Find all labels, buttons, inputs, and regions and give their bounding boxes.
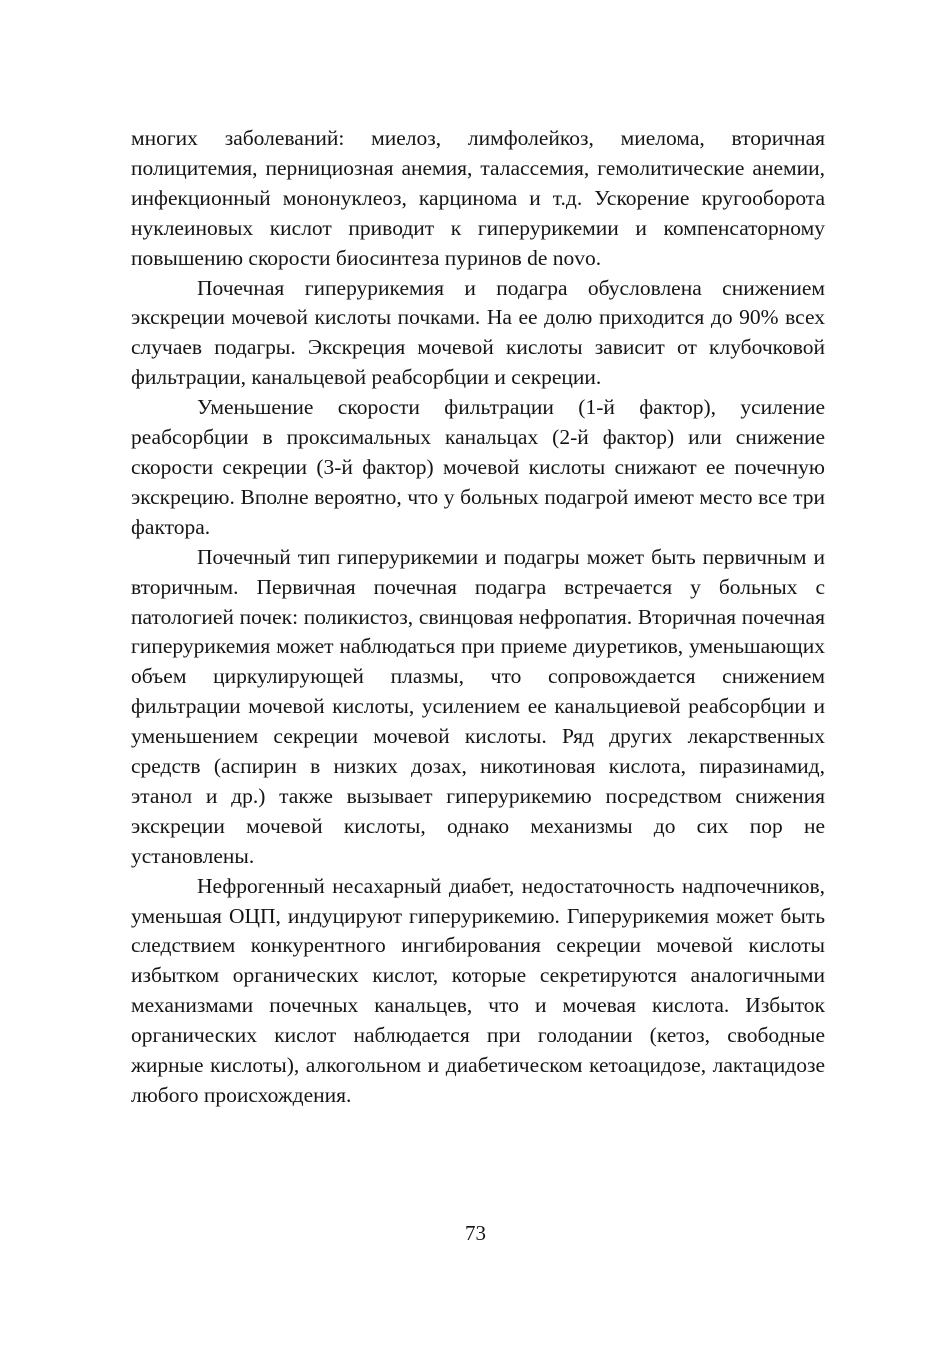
page-number: 73 — [465, 1221, 486, 1245]
paragraph-2: Почечная гиперурикемия и подагра обусловлена снижением экскреции мочевой кислоты почками. На ее долю приходится до 90% всех случаев подагры. Экскреция мочевой кислоты зависит от клубочковой фильтрации, канальцевой реабсорбции и секреции. — [131, 275, 825, 390]
paragraph-5: Нефрогенный несахарный диабет, недостаточность надпочечников, уменьшая ОЦП, индуцируют гиперурикемию. Гиперурикемия может быть следствием конкурентного ингибирования секреции мочевой кислоты избытком органических кислот, которые секретируются аналогичными механизмами почечных канальцев, что и мочевая кислота. Избыток органических кислот наблюдается при голодании (кетоз, свободные жирные кислоты), алкогольном и диабетическом кетоацидозе, лактацидозе любого происхождения. — [131, 873, 825, 1107]
paragraph-3: Уменьшение скорости фильтрации (1-й фактор), усиление реабсорбции в проксимальных канальцах (2-й фактор) или снижение скорости секреции (3-й фактор) мочевой кислоты снижают ее почечную экскрецию. Вполне вероятно, что у больных подагрой имеют место все три фактора. — [131, 395, 825, 539]
document-body — [131, 124, 825, 1111]
paragraph-4: Почечный тип гиперурикемии и подагры может быть первичным и вторичным. Первичная почечная подагра встречается у больных с патологией почек: поликистоз, свинцовая нефропатия. Вторичная почечная гиперурикемия может наблюдаться при приеме диуретиков, уменьшающих объем циркулирующей плазмы, что сопровождается снижением фильтрации мочевой кислоты, усилением ее канальциевой реабсорбции и уменьшением секреции мочевой кислоты. Ряд других лекарственных средств (аспирин в низких дозах, никотиновая кислота, пиразинамид, этанол и др.) также вызывает гиперурикемию посредством снижения экскреции мочевой кислоты, однако механизмы до сих пор не установлены. — [131, 544, 825, 868]
paragraph-1: многих заболеваний: миелоз, лимфолейкоз, миелома, вторичная полицитемия, пернициозная анемия, талассемия, гемолитические анемии, инфекционный мононуклеоз, карцинома и т.д. Ускорение кругооборота нуклеиновых кислот приводит к гиперурикемии и компенсаторному повышению скорости биосинтеза пуринов de novo. — [131, 126, 825, 270]
